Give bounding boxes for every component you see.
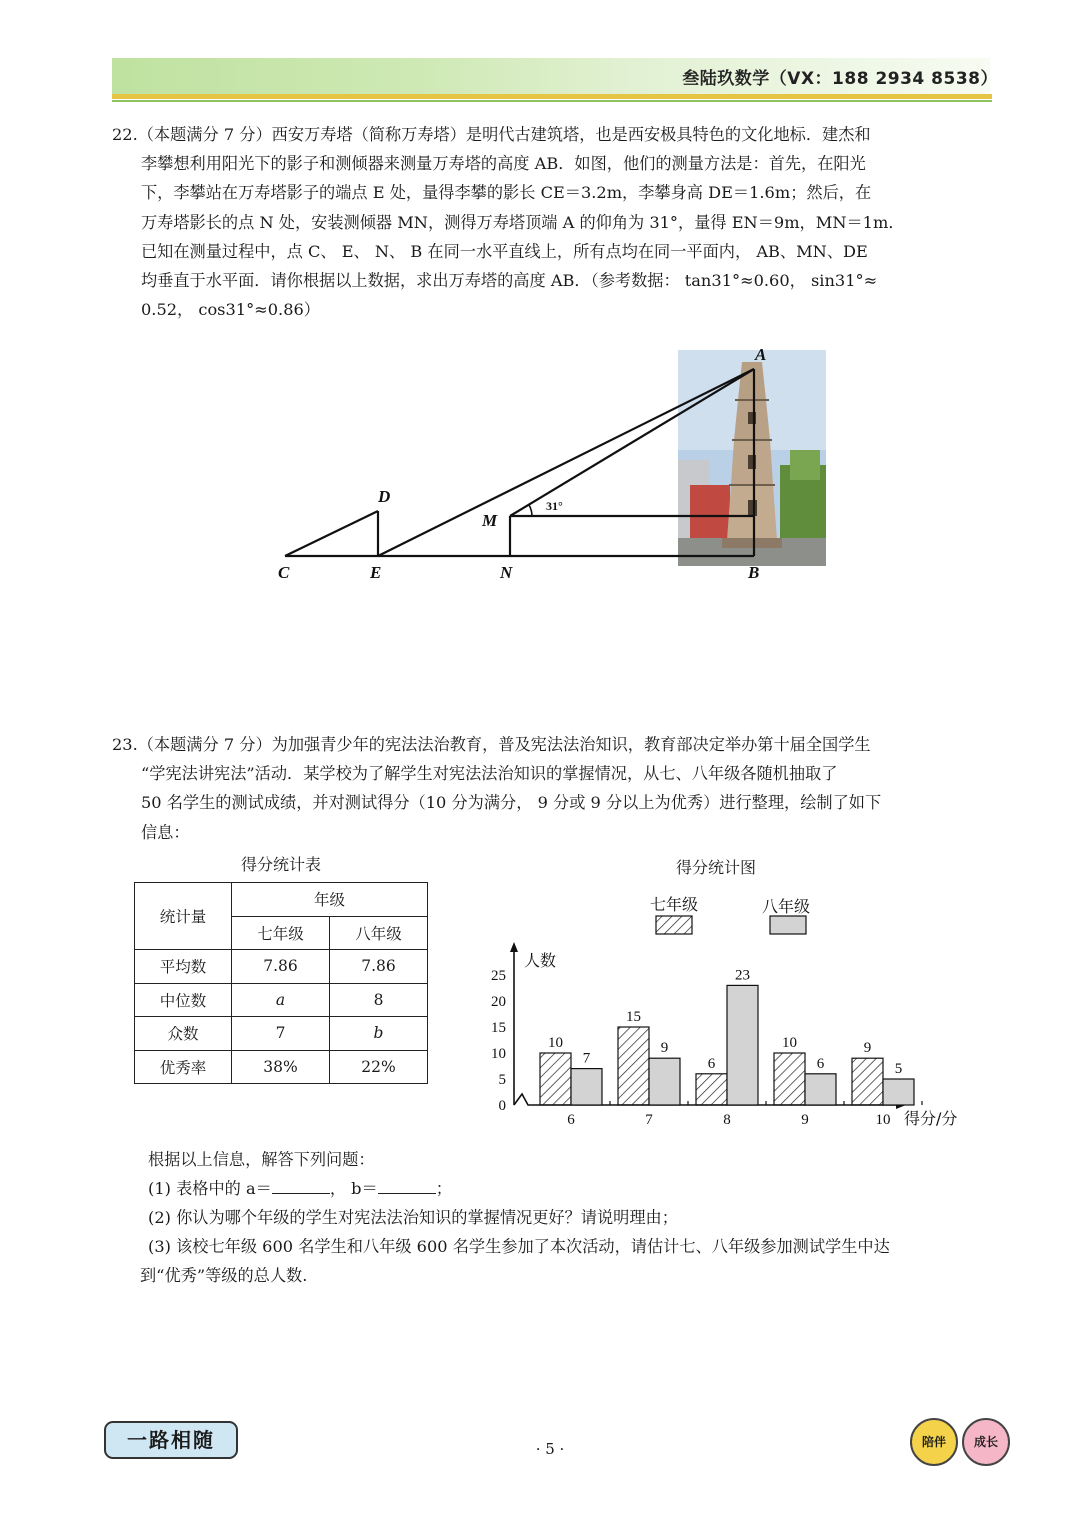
question-1-text: ； xyxy=(435,1179,452,1198)
bar-value-label: 9 xyxy=(863,1040,872,1057)
label-E: E xyxy=(370,563,382,582)
table-caption: 得分统计表 xyxy=(240,855,321,874)
bar-grade7-7 xyxy=(618,1027,649,1105)
legend-label-grade7: 七年级 xyxy=(650,895,699,914)
problem-line: 50 名学生的测试成绩，并对测试得分（10 分为满分， 9 分或 9 分以上为优秀）进行整理，绘制了如下 xyxy=(141,793,882,813)
bar-value-label: 9 xyxy=(660,1040,669,1057)
problem-line: 下，李攀站在万寿塔影子的端点 E 处，量得李攀的影长 CE＝3.2m，李攀身高 DE＝1.6m；然后，在 xyxy=(141,183,872,203)
y-tick-label: 10 xyxy=(491,1046,506,1062)
bar-grade8-6 xyxy=(571,1069,602,1105)
table-cell: 年级 xyxy=(232,883,428,917)
angle-arc xyxy=(529,505,532,516)
bar-value-label: 15 xyxy=(626,1009,641,1025)
header-stripe xyxy=(112,100,992,102)
page-number: · 5 · xyxy=(535,1440,565,1458)
table-cell: 8 xyxy=(330,983,428,1017)
question-1-text: (1) 表格中的 a＝ xyxy=(148,1179,272,1198)
bar-grade7-8 xyxy=(696,1074,727,1105)
bar-grade7-9 xyxy=(774,1053,805,1105)
problem-line: 信息： xyxy=(141,822,190,842)
y-tick-label: 5 xyxy=(498,1072,506,1088)
legend-label-grade8: 八年级 xyxy=(762,897,811,916)
table-cell: 7 xyxy=(232,1017,330,1051)
question-3-line: 到“优秀”等级的总人数. xyxy=(140,1266,308,1285)
label-A: A xyxy=(755,345,767,364)
problem-line: 23.（本题满分 7 分）为加强青少年的宪法法治教育，普及宪法法治知识，教育部决定举办第十届全国学生 xyxy=(112,735,871,754)
x-tick-label: 9 xyxy=(801,1112,809,1128)
table-cell: 中位数 xyxy=(135,983,232,1017)
legend-swatch-grade8 xyxy=(770,916,806,934)
x-tick-label: 6 xyxy=(567,1112,575,1128)
table-cell: 七年级 xyxy=(232,916,330,950)
problem-line: 已知在测量过程中，点 C、 E、 N、 B 在同一水平直线上，所有点均在同一平面内， AB、MN、DE xyxy=(141,241,868,261)
bar-grade8-9 xyxy=(805,1074,836,1105)
table-row xyxy=(135,983,428,1017)
table-row xyxy=(135,950,428,984)
seal-left: 陪伴 xyxy=(910,1418,958,1466)
table-cell: a xyxy=(232,983,330,1017)
shadow-ray xyxy=(285,511,378,556)
table-cell: 优秀率 xyxy=(135,1050,232,1084)
x-tick-label: 7 xyxy=(645,1112,653,1128)
bar-value-label: 23 xyxy=(735,967,750,984)
answer-blank-a xyxy=(272,1179,330,1194)
chart-title: 得分统计图 xyxy=(676,858,757,877)
bar-value-label: 6 xyxy=(707,1055,716,1072)
problem-23-text xyxy=(112,730,1002,847)
score-bar-chart xyxy=(480,880,1000,1130)
bar-grade8-7 xyxy=(649,1058,680,1105)
y-axis-arrow xyxy=(510,942,518,952)
footer-badge: 一路相随 xyxy=(104,1421,238,1459)
seal-right: 成长 xyxy=(962,1418,1010,1466)
table-cell: b xyxy=(330,1017,428,1051)
axis-break xyxy=(514,1094,538,1105)
bar-value-label: 5 xyxy=(894,1061,903,1077)
bar-value-label: 7 xyxy=(582,1050,591,1067)
bar-grade7-6 xyxy=(540,1053,571,1105)
table-cell: 38% xyxy=(232,1050,330,1084)
problem-line: 李攀想利用阳光下的影子和测倾器来测量万寿塔的高度 AB．如图，他们的测量方法是：首先，在阳光 xyxy=(141,154,866,174)
problem-line: 22.（本题满分 7 分）西安万寿塔（简称万寿塔）是明代古建筑塔，也是西安极具特色的文化地标．建杰和 xyxy=(112,125,871,144)
bar-grade8-8 xyxy=(727,985,758,1105)
tower-photo xyxy=(678,350,826,566)
x-tick-label: 10 xyxy=(875,1112,891,1128)
bar-value-label: 6 xyxy=(816,1055,825,1072)
answer-blank-b xyxy=(378,1179,436,1194)
bar-grade7-10 xyxy=(852,1058,883,1105)
x-tick-label: 8 xyxy=(723,1112,731,1128)
x-axis-label: 得分/分 xyxy=(904,1109,958,1128)
question-2: (2) 你认为哪个年级的学生对宪法法治知识的掌握情况更好？请说明理由； xyxy=(148,1208,678,1227)
label-D: D xyxy=(378,487,391,506)
table-cell: 统计量 xyxy=(135,883,232,950)
label-C: C xyxy=(278,563,290,582)
problem-line: “学宪法讲宪法”活动．某学校为了解学生对宪法法治知识的掌握情况，从七、八年级各随机抽取了 xyxy=(141,764,838,784)
y-tick-label: 25 xyxy=(491,968,506,984)
problem-22-text xyxy=(112,120,1002,324)
bar-grade8-10 xyxy=(883,1079,914,1105)
header-brand: 叁陆玖数学（VX：188 2934 8538） xyxy=(682,69,998,89)
problem-line: 0.52， cos31°≈0.86） xyxy=(141,300,320,320)
table-cell: 7.86 xyxy=(232,950,330,984)
table-cell: 众数 xyxy=(135,1017,232,1051)
table-row xyxy=(135,1050,428,1084)
questions-intro: 根据以上信息，解答下列问题： xyxy=(148,1150,375,1169)
y-tick-label: 0 xyxy=(498,1098,506,1114)
question-3-line: (3) 该校七年级 600 名学生和八年级 600 名学生参加了本次活动，请估计七、八年级参加测试学生中达 xyxy=(148,1237,890,1256)
question-1-text: ， b＝ xyxy=(329,1179,378,1198)
label-B: B xyxy=(748,563,760,582)
table-cell: 7.86 xyxy=(330,950,428,984)
y-axis-label: 人数 xyxy=(524,951,557,970)
table-cell: 22% xyxy=(330,1050,428,1084)
table-cell: 八年级 xyxy=(330,916,428,950)
problem-line: 万寿塔影长的点 N 处，安装测倾器 MN，测得万寿塔顶端 A 的仰角为 31°，量得 EN＝9m，MN＝1m． xyxy=(141,212,905,232)
problem-line: 均垂直于水平面．请你根据以上数据，求出万寿塔的高度 AB．（参考数据： tan31°≈0.60， sin31°≈ xyxy=(141,271,878,291)
legend-swatch-grade7 xyxy=(656,916,692,934)
score-stats-table xyxy=(134,882,428,1084)
header-stripe xyxy=(112,94,992,99)
bar-value-label: 10 xyxy=(782,1035,797,1051)
y-tick-label: 15 xyxy=(491,1020,506,1036)
table-cell: 平均数 xyxy=(135,950,232,984)
table-row xyxy=(135,883,428,917)
label-M: M xyxy=(482,511,498,530)
y-tick-label: 20 xyxy=(491,994,506,1010)
tower-measurement-figure xyxy=(270,340,840,590)
table-row xyxy=(135,1017,428,1051)
question-1 xyxy=(148,1175,452,1199)
bar-value-label: 10 xyxy=(548,1035,563,1051)
angle-label: 31° xyxy=(546,499,563,513)
label-N: N xyxy=(500,563,513,582)
